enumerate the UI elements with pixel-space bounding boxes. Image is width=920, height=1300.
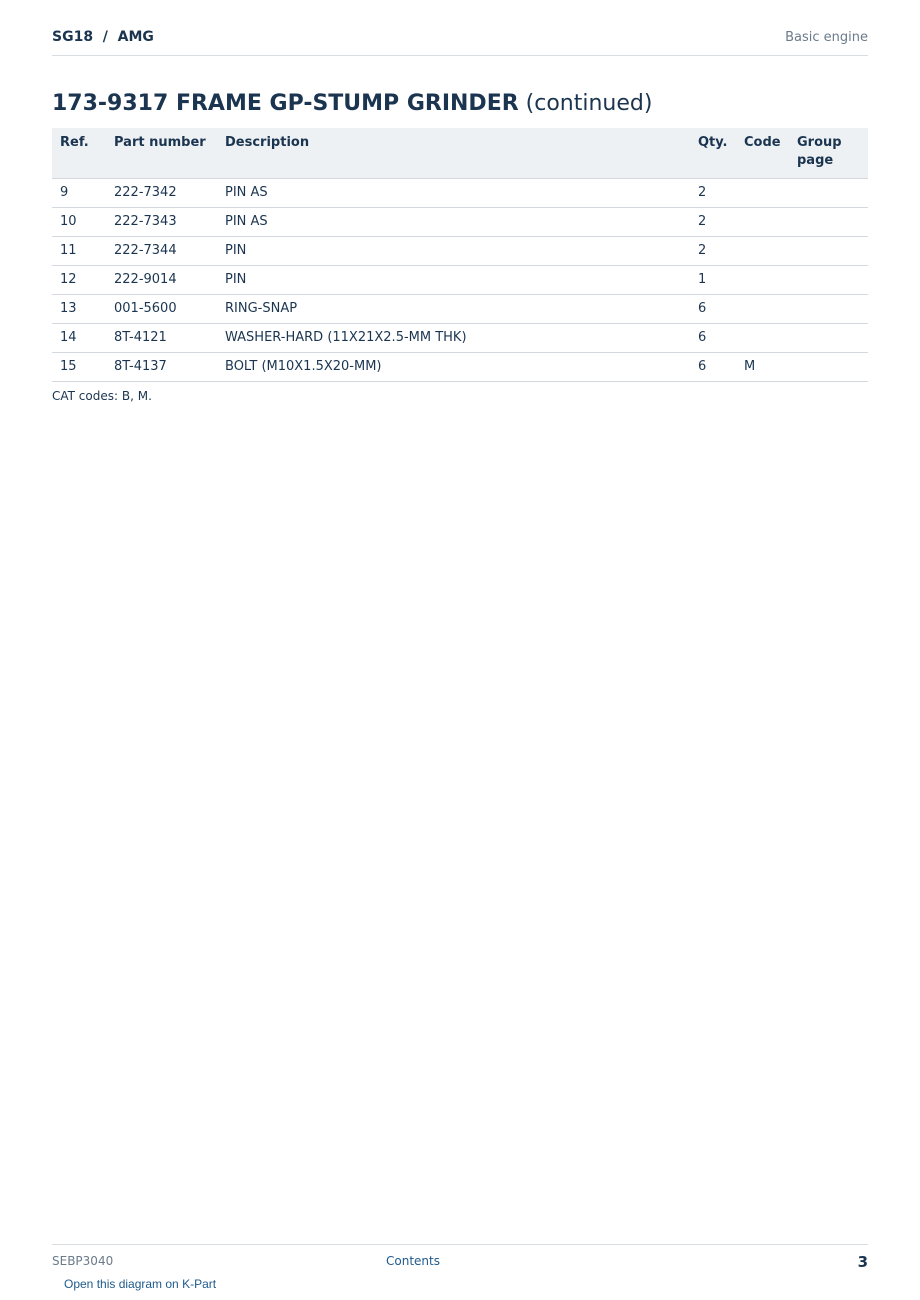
- cell-group-page: [789, 179, 868, 208]
- cell-code: [736, 295, 789, 324]
- table-row: [52, 266, 868, 295]
- parts-table: [52, 128, 868, 382]
- cell-part-number: 8T-4121: [106, 324, 217, 353]
- cell-ref: 15: [52, 353, 106, 382]
- page-title-main: 173-9317 FRAME GP-STUMP GRINDER: [52, 91, 519, 116]
- contents-link[interactable]: Contents: [386, 1254, 440, 1268]
- cell-ref: 10: [52, 208, 106, 237]
- cat-codes-note: CAT codes: B, M.: [52, 389, 152, 403]
- page-header: [52, 28, 868, 56]
- cell-part-number: 222-7343: [106, 208, 217, 237]
- page-title-suffix: (continued): [518, 91, 653, 116]
- page-number: 3: [857, 1253, 868, 1271]
- cell-ref: 9: [52, 179, 106, 208]
- table-row: [52, 237, 868, 266]
- cell-code: [736, 266, 789, 295]
- cell-group-page: [789, 295, 868, 324]
- column-header-qty: Qty.: [690, 128, 736, 179]
- column-header-code: Code: [736, 128, 789, 179]
- cell-part-number: 222-7344: [106, 237, 217, 266]
- cell-group-page: [789, 353, 868, 382]
- table-row: [52, 179, 868, 208]
- cell-part-number: 222-9014: [106, 266, 217, 295]
- table-header-row: [52, 128, 868, 179]
- table-row: [52, 353, 868, 382]
- page-footer: [52, 1244, 868, 1275]
- cell-description: BOLT (M10X1.5X20-MM): [217, 353, 690, 382]
- cell-group-page: [789, 266, 868, 295]
- cell-part-number: 8T-4137: [106, 353, 217, 382]
- cell-group-page: [789, 237, 868, 266]
- cell-ref: 13: [52, 295, 106, 324]
- cell-group-page: [789, 324, 868, 353]
- cell-code: [736, 237, 789, 266]
- cell-qty: 6: [690, 353, 736, 382]
- cell-qty: 6: [690, 324, 736, 353]
- column-header-ref: Ref.: [52, 128, 106, 179]
- cell-description: WASHER-HARD (11X21X2.5-MM THK): [217, 324, 690, 353]
- cell-description: PIN: [217, 237, 690, 266]
- section-name: Basic engine: [785, 30, 868, 45]
- cell-qty: 1: [690, 266, 736, 295]
- column-header-group-page: Group page: [789, 128, 868, 179]
- cell-description: RING-SNAP: [217, 295, 690, 324]
- document-id: SEBP3040: [52, 1254, 114, 1268]
- open-kpart-link[interactable]: Open this diagram on K-Part: [64, 1277, 217, 1291]
- column-header-description: Description: [217, 128, 690, 179]
- cell-description: PIN AS: [217, 179, 690, 208]
- cell-qty: 2: [690, 179, 736, 208]
- cell-qty: 2: [690, 208, 736, 237]
- cell-part-number: 222-7342: [106, 179, 217, 208]
- cell-code: [736, 179, 789, 208]
- cell-code: [736, 324, 789, 353]
- cell-part-number: 001-5600: [106, 295, 217, 324]
- breadcrumb: SG18 / AMG: [52, 29, 154, 45]
- cell-qty: 2: [690, 237, 736, 266]
- cell-ref: 11: [52, 237, 106, 266]
- cell-group-page: [789, 208, 868, 237]
- cell-code: M: [736, 353, 789, 382]
- table-row: [52, 208, 868, 237]
- table-row: [52, 324, 868, 353]
- cell-ref: 12: [52, 266, 106, 295]
- cell-ref: 14: [52, 324, 106, 353]
- page-title: [52, 89, 652, 119]
- cell-code: [736, 208, 789, 237]
- cell-qty: 6: [690, 295, 736, 324]
- cell-description: PIN: [217, 266, 690, 295]
- column-header-part-number: Part number: [106, 128, 217, 179]
- cell-description: PIN AS: [217, 208, 690, 237]
- table-row: [52, 295, 868, 324]
